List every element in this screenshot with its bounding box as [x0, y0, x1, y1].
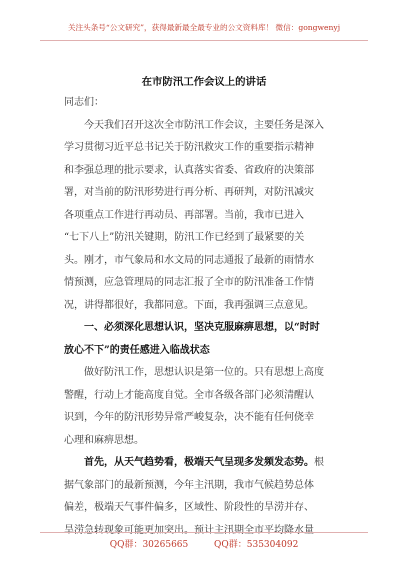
salutation: 同志们：	[64, 97, 104, 108]
body-line: 头。刚才，市气象局和水文局的同志通报了最新的雨情水	[64, 254, 314, 266]
body-line: 各项重点工作进行再动员、再部署。当前，我市已进入	[64, 209, 304, 221]
section-heading: 一、必须深化思想认识，坚决克服麻痹思想，以“时时	[64, 322, 320, 333]
paragraph-lead-bold: 首先，从天气趋势看，极端天气呈现多发频发态势。	[64, 457, 314, 468]
paragraph-lead-rest: 根	[314, 457, 324, 468]
body-line: 学习贯彻习近平总书记关于防汛救灾工作的重要指示精神	[64, 142, 314, 153]
footer-divider	[40, 532, 368, 533]
body-line: 旱涝急转现象可能更加突出。预计主汛期全市平均降水量	[64, 524, 314, 536]
section-heading-continued: 放心不下”的责任感进入临战状态	[64, 344, 210, 356]
document-body	[64, 92, 347, 542]
body-line: 和李强总理的批示要求，认真落实省委、省政府的决策部	[64, 164, 314, 176]
body-line: 心理和麻痹思想。	[64, 434, 144, 446]
body-line: 今天我们召开这次全市防汛工作会议，主要任务是深入	[64, 119, 324, 131]
body-line: “七下八上”防汛关键期，防汛工作已经到了最紧要的关	[64, 232, 305, 243]
paragraph-first-line	[64, 452, 347, 475]
body-line: 偏差，极端天气事件偏多，区域性、阶段性的旱涝并存、	[64, 502, 314, 513]
body-line: 据气象部门的最新预测，今年主汛期，我市气候趋势总体	[64, 479, 314, 491]
body-line: 情预测，应急管理局的同志汇报了全市的防汛准备工作情	[64, 277, 314, 288]
header-banner: 关注头条号“公文研究”，获得最新最全最专业的公文资料库！ 微信：gongwenyj	[67, 23, 341, 32]
body-line: 署，对当前的防汛形势进行再分析、再研判，对防汛减灾	[64, 187, 314, 198]
document-title: 在市防汛工作会议上的讲话	[141, 76, 267, 88]
body-line: 况，讲得都很好，我都同意。下面，我再强调三点意见。	[64, 299, 314, 311]
footer-banner: QQ群：30265665 QQ群：535304092	[109, 540, 299, 550]
header-divider	[40, 40, 368, 41]
body-line: 警醒，行动上才能高度自觉。全市各级各部门必须清醒认	[64, 389, 314, 401]
body-line: 做好防汛工作，思想认识是第一位的。只有思想上高度	[64, 367, 324, 378]
body-line: 识到，今年的防汛形势异常严峻复杂，决不能有任何侥幸	[64, 412, 314, 423]
